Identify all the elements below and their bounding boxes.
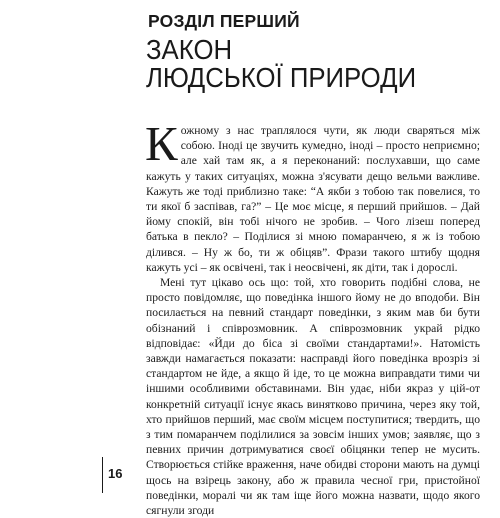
- page-number: 16: [108, 466, 123, 481]
- chapter-title-line-2: ЛЮДСЬКОЇ ПРИРОДИ: [146, 62, 417, 93]
- page-number-rule: [102, 457, 103, 493]
- paragraph-2: Мені тут цікаво ось що: той, хто говорить подібні слова, не просто повідомляє, що поведінка іншого йому не до вподоби. Він посилається на певний стандарт поведінки, з яким мав би бути обізнаний і співрозмовник. А співрозмовник украй рідко відповідає: «Йди до біса зі своїми стандартами!». Натомість завжди намагається показати: насправді його поведінка врозріз зі стандартом не йде, а якщо й іде, то це можна виправдати тими чи іншими особливими обставинами. Він удає, ніби якраз у цій-от конкретній ситуації існує якась винятково причина, через яку той, хто прийшов перший, має своїм місцем поступитися; твердить, що з тим помаранчем поділилися за зовсім інших умов; заявляє, що з певних причин дотримуватися своєї обіцянки тепер не мусить. Створюється стійке враження, наче обидві сторони мають на думці щось на взірець закону, або ж правила чесної гри, пристойної поведінки, моралі чи як там іще його можна назвати, щодо якого сягнули згоди: [146, 276, 480, 518]
- paragraph-1-text: ожному з нас траплялося чути, як люди сваряться між собою. Іноді це звучить кумедно, іноді – просто неприємно; але хай там як, а я переконаний: послухавши, що саме кажуть у таких ситуаціях, можна з'ясувати дещо вельми важливе. Кажуть же тоді приблизно таке: “А якби з тобою так повелися, то ти якої б заспівав, га?” – Це моє місце, я перший прийшов. – Дай йому спокій, він тобі нічого не зробив. – Чого лізеш поперед батька в пекло? – Поділися зі мною помаранчею, я ж із тобою ділився. – Ну ж бо, ти ж обіцяв”. Фрази такого штибу щодня кажуть усі – як освічені, так і неосвічені, як діти, так і дорослі.: [146, 124, 480, 274]
- drop-cap: К: [145, 116, 178, 171]
- chapter-title-line-1: ЗАКОН: [146, 34, 233, 65]
- chapter-label: РОЗДІЛ ПЕРШИЙ: [148, 11, 300, 31]
- chapter-title: [146, 36, 450, 92]
- body-text: [145, 116, 480, 518]
- paragraph-1: [145, 116, 480, 275]
